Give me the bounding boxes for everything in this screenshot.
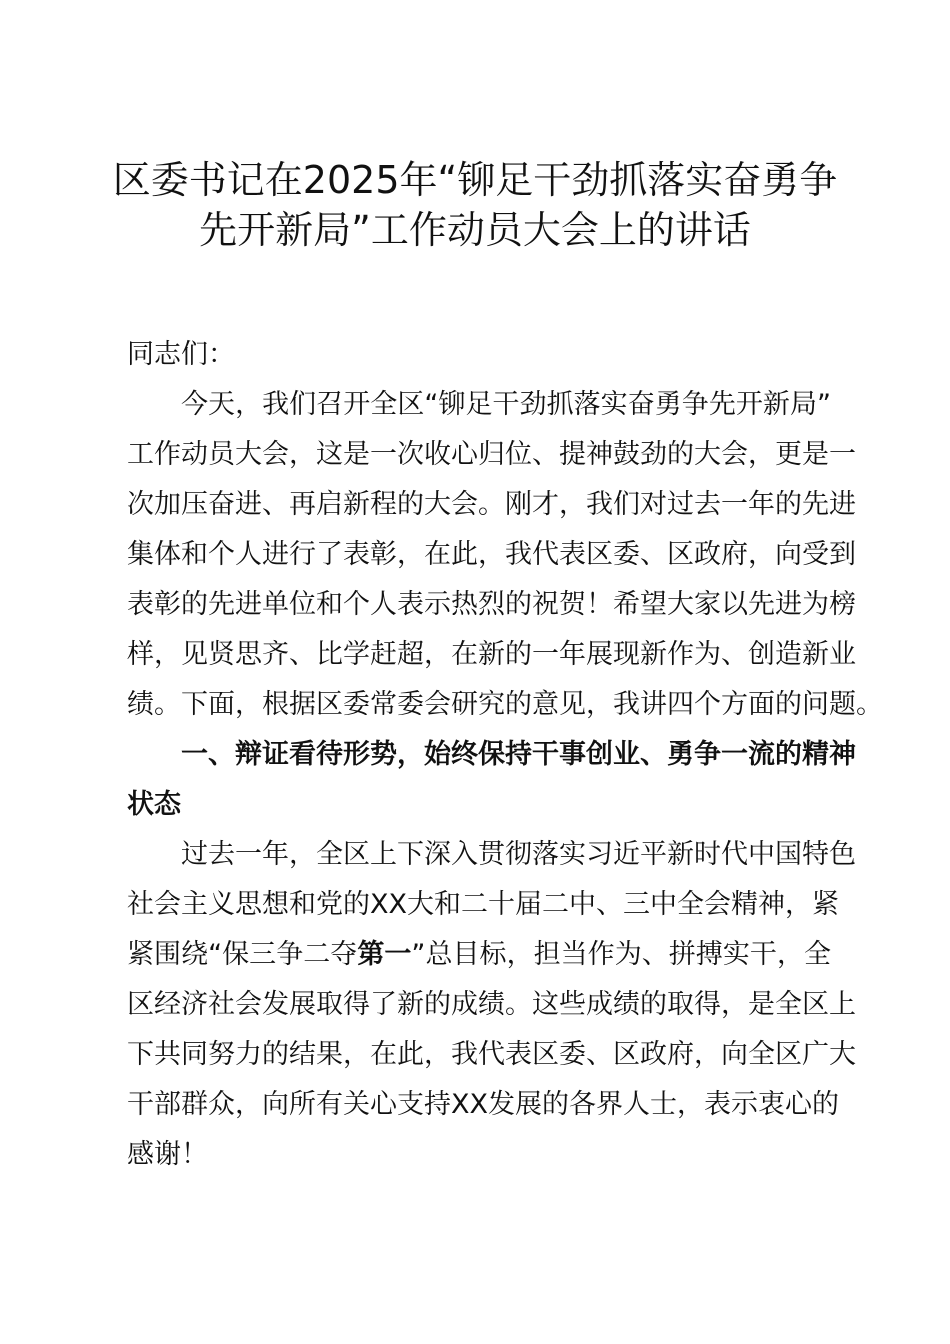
paragraph-line: 区经济社会发展取得了新的成绩。这些成绩的取得，是全区上 xyxy=(127,989,856,1020)
bold-emphasis: 第一 xyxy=(357,939,412,970)
paragraph-line: 样，见贤思齐、比学赶超，在新的一年展现新作为、创造新业 xyxy=(127,639,856,670)
document-title-line-2: 先开新局”工作动员大会上的讲话 xyxy=(199,208,751,252)
paragraph-line: 感谢！ xyxy=(127,1139,208,1170)
paragraph-line: 集体和个人进行了表彰，在此，我代表区委、区政府，向受到 xyxy=(127,539,856,570)
paragraph-line: 绩。下面，根据区委常委会研究的意见，我讲四个方面的问题。 xyxy=(127,689,883,720)
paragraph-text: ”总目标，担当作为、拼搏实干，全 xyxy=(411,939,831,970)
salutation: 同志们： xyxy=(127,339,235,370)
paragraph-line: 次加压奋进、再启新程的大会。刚才，我们对过去一年的先进 xyxy=(127,489,856,520)
paragraph-line: 社会主义思想和党的XX大和二十届二中、三中全会精神，紧 xyxy=(127,889,839,920)
paragraph-line: 干部群众，向所有关心支持XX发展的各界人士，表示衷心的 xyxy=(127,1089,839,1120)
paragraph-line: 表彰的先进单位和个人表示热烈的祝贺！希望大家以先进为榜 xyxy=(127,589,856,620)
paragraph-line xyxy=(127,937,831,973)
paragraph-line: 过去一年，全区上下深入贯彻落实习近平新时代中国特色 xyxy=(181,839,856,870)
section-heading-line-2: 状态 xyxy=(127,789,181,820)
document-title-line-1: 区委书记在2025年“铆足干劲抓落实奋勇争 xyxy=(112,158,838,202)
paragraph-line: 今天，我们召开全区“铆足干劲抓落实奋勇争先开新局” xyxy=(181,389,831,420)
section-heading-line-1: 一、辩证看待形势，始终保持干事创业、勇争一流的精神 xyxy=(181,739,856,770)
paragraph-line: 工作动员大会，这是一次收心归位、提神鼓劲的大会，更是一 xyxy=(127,439,856,470)
paragraph-line: 下共同努力的结果，在此，我代表区委、区政府，向全区广大 xyxy=(127,1039,856,1070)
paragraph-text: 紧围绕“保三争二夺 xyxy=(127,939,358,970)
